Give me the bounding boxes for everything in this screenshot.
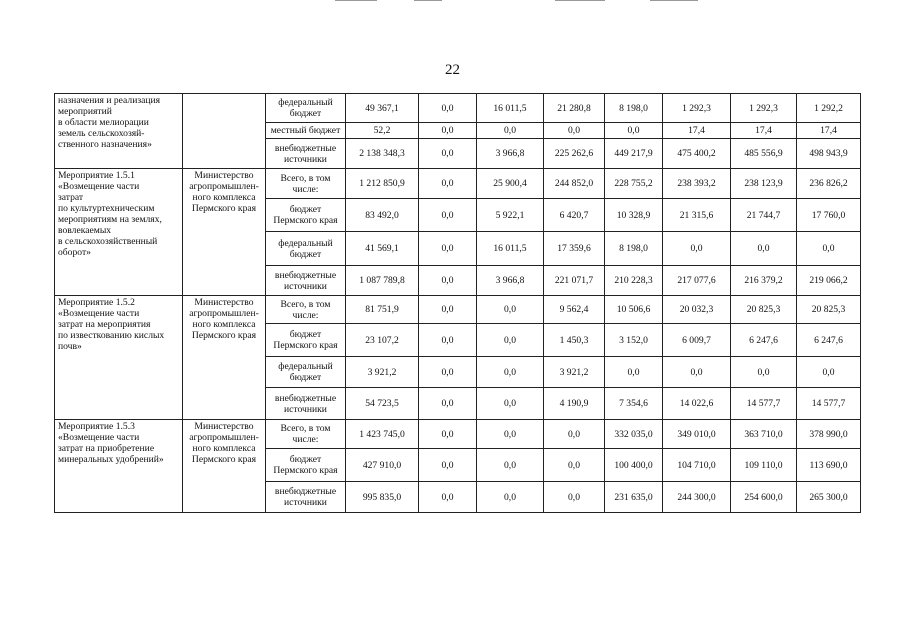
amount-cell: 6 247,6 [731,324,797,357]
amount-cell: 254 600,0 [731,482,797,513]
amount-cell: 10 328,9 [605,199,663,232]
amount-cell: 219 066,2 [797,266,861,296]
amount-cell: 228 755,2 [605,169,663,199]
amount-cell: 236 826,2 [797,169,861,199]
amount-cell: 0,0 [419,266,477,296]
amount-cell: 17 760,0 [797,199,861,232]
amount-cell: 100 400,0 [605,449,663,482]
amount-cell: 0,0 [605,357,663,388]
amount-cell: 1 450,3 [544,324,605,357]
amount-cell: 0,0 [419,357,477,388]
amount-cell: 2 138 348,3 [346,139,419,169]
amount-cell: 41 569,1 [346,232,419,266]
amount-cell: 231 635,0 [605,482,663,513]
amount-cell: 0,0 [419,324,477,357]
amount-cell: 3 152,0 [605,324,663,357]
amount-cell: 0,0 [663,357,731,388]
amount-cell: 1 292,3 [731,94,797,123]
amount-cell: 217 077,6 [663,266,731,296]
amount-cell: 349 010,0 [663,420,731,449]
funding-source-cell: местный бюджет [266,123,346,139]
amount-cell: 427 910,0 [346,449,419,482]
amount-cell: 225 262,6 [544,139,605,169]
amount-cell: 0,0 [419,388,477,420]
amount-cell: 16 011,5 [477,94,544,123]
amount-cell: 3 921,2 [346,357,419,388]
amount-cell: 0,0 [477,449,544,482]
scan-artifact [650,0,698,1]
scan-artifact [414,0,442,1]
amount-cell: 54 723,5 [346,388,419,420]
amount-cell: 0,0 [544,482,605,513]
amount-cell: 0,0 [419,296,477,324]
amount-cell: 238 393,2 [663,169,731,199]
amount-cell: 49 367,1 [346,94,419,123]
amount-cell: 8 198,0 [605,94,663,123]
amount-cell: 17,4 [797,123,861,139]
amount-cell: 238 123,9 [731,169,797,199]
amount-cell: 0,0 [477,357,544,388]
amount-cell: 449 217,9 [605,139,663,169]
funding-source-cell: бюджет Пермского края [266,449,346,482]
amount-cell: 0,0 [544,420,605,449]
amount-cell: 25 900,4 [477,169,544,199]
amount-cell: 0,0 [544,449,605,482]
amount-cell: 332 035,0 [605,420,663,449]
measure-name-cell: Мероприятие 1.5.2 «Возмещение части затрат на мероприятия по известкованию кислых почв» [55,296,183,420]
amount-cell: 244 300,0 [663,482,731,513]
amount-cell: 0,0 [419,199,477,232]
amount-cell: 6 247,6 [797,324,861,357]
amount-cell: 14 022,6 [663,388,731,420]
amount-cell: 0,0 [419,482,477,513]
amount-cell: 7 354,6 [605,388,663,420]
page-number: 22 [445,62,460,78]
amount-cell: 23 107,2 [346,324,419,357]
amount-cell: 17 359,6 [544,232,605,266]
amount-cell: 17,4 [731,123,797,139]
executor-cell: Министерство агропромышлен- ного комплекса Пермского края [183,169,266,296]
amount-cell: 3 921,2 [544,357,605,388]
measure-name-cell: Мероприятие 1.5.1 «Возмещение части затрат по культуртехническим мероприятиям на землях, вовлекаемых в сельскохозяйственный оборот» [55,169,183,296]
amount-cell: 475 400,2 [663,139,731,169]
funding-source-cell: федеральный бюджет [266,232,346,266]
amount-cell: 81 751,9 [346,296,419,324]
measure-name-cell: назначения и реализация мероприятий в области мелиорации земель сельскохозяй- ственного назначения» [55,94,183,169]
amount-cell: 0,0 [477,482,544,513]
amount-cell: 0,0 [419,420,477,449]
funding-source-cell: бюджет Пермского края [266,199,346,232]
amount-cell: 210 228,3 [605,266,663,296]
amount-cell: 3 966,8 [477,266,544,296]
funding-source-cell: внебюджетные источники [266,388,346,420]
funding-source-cell: Всего, в том числе: [266,420,346,449]
amount-cell: 221 071,7 [544,266,605,296]
executor-cell: Министерство агропромышлен- ного комплекса Пермского края [183,296,266,420]
table-body [55,94,861,513]
amount-cell: 378 990,0 [797,420,861,449]
amount-cell: 0,0 [797,232,861,266]
amount-cell: 52,2 [346,123,419,139]
amount-cell: 244 852,0 [544,169,605,199]
amount-cell: 14 577,7 [731,388,797,420]
funding-source-cell: внебюджетные источники [266,482,346,513]
amount-cell: 0,0 [477,296,544,324]
funding-source-cell: федеральный бюджет [266,357,346,388]
funding-source-cell: внебюджетные источники [266,139,346,169]
measure-name-cell: Мероприятие 1.5.3 «Возмещение части затрат на приобретение минеральных удобрений» [55,420,183,513]
amount-cell: 20 825,3 [731,296,797,324]
amount-cell: 5 922,1 [477,199,544,232]
amount-cell: 6 009,7 [663,324,731,357]
table-row [55,94,861,123]
amount-cell: 0,0 [731,232,797,266]
amount-cell: 21 315,6 [663,199,731,232]
amount-cell: 14 577,7 [797,388,861,420]
amount-cell: 0,0 [731,357,797,388]
amount-cell: 83 492,0 [346,199,419,232]
amount-cell: 0,0 [477,324,544,357]
executor-cell [183,94,266,169]
amount-cell: 10 506,6 [605,296,663,324]
amount-cell: 0,0 [419,232,477,266]
amount-cell: 0,0 [419,139,477,169]
amount-cell: 17,4 [663,123,731,139]
amount-cell: 0,0 [544,123,605,139]
amount-cell: 0,0 [477,388,544,420]
amount-cell: 265 300,0 [797,482,861,513]
amount-cell: 0,0 [477,123,544,139]
funding-source-cell: внебюджетные источники [266,266,346,296]
amount-cell: 0,0 [419,449,477,482]
amount-cell: 0,0 [797,357,861,388]
amount-cell: 1 292,3 [663,94,731,123]
table-row [55,169,861,199]
funding-source-cell: Всего, в том числе: [266,296,346,324]
amount-cell: 1 212 850,9 [346,169,419,199]
funding-source-cell: федеральный бюджет [266,94,346,123]
amount-cell: 0,0 [419,169,477,199]
amount-cell: 0,0 [605,123,663,139]
amount-cell: 0,0 [477,420,544,449]
amount-cell: 995 835,0 [346,482,419,513]
amount-cell: 3 966,8 [477,139,544,169]
amount-cell: 20 825,3 [797,296,861,324]
amount-cell: 0,0 [419,94,477,123]
amount-cell: 498 943,9 [797,139,861,169]
amount-cell: 216 379,2 [731,266,797,296]
budget-table [54,93,861,513]
amount-cell: 21 744,7 [731,199,797,232]
amount-cell: 0,0 [663,232,731,266]
amount-cell: 4 190,9 [544,388,605,420]
scan-artifact [555,0,605,1]
scan-artifact [335,0,377,1]
amount-cell: 8 198,0 [605,232,663,266]
amount-cell: 1 292,2 [797,94,861,123]
amount-cell: 0,0 [419,123,477,139]
amount-cell: 109 110,0 [731,449,797,482]
table-row [55,420,861,449]
amount-cell: 20 032,3 [663,296,731,324]
amount-cell: 1 087 789,8 [346,266,419,296]
amount-cell: 104 710,0 [663,449,731,482]
amount-cell: 21 280,8 [544,94,605,123]
funding-source-cell: Всего, в том числе: [266,169,346,199]
amount-cell: 363 710,0 [731,420,797,449]
amount-cell: 1 423 745,0 [346,420,419,449]
funding-source-cell: бюджет Пермского края [266,324,346,357]
executor-cell: Министерство агропромышлен- ного комплекса Пермского края [183,420,266,513]
amount-cell: 9 562,4 [544,296,605,324]
amount-cell: 113 690,0 [797,449,861,482]
table-row [55,296,861,324]
amount-cell: 6 420,7 [544,199,605,232]
amount-cell: 16 011,5 [477,232,544,266]
amount-cell: 485 556,9 [731,139,797,169]
